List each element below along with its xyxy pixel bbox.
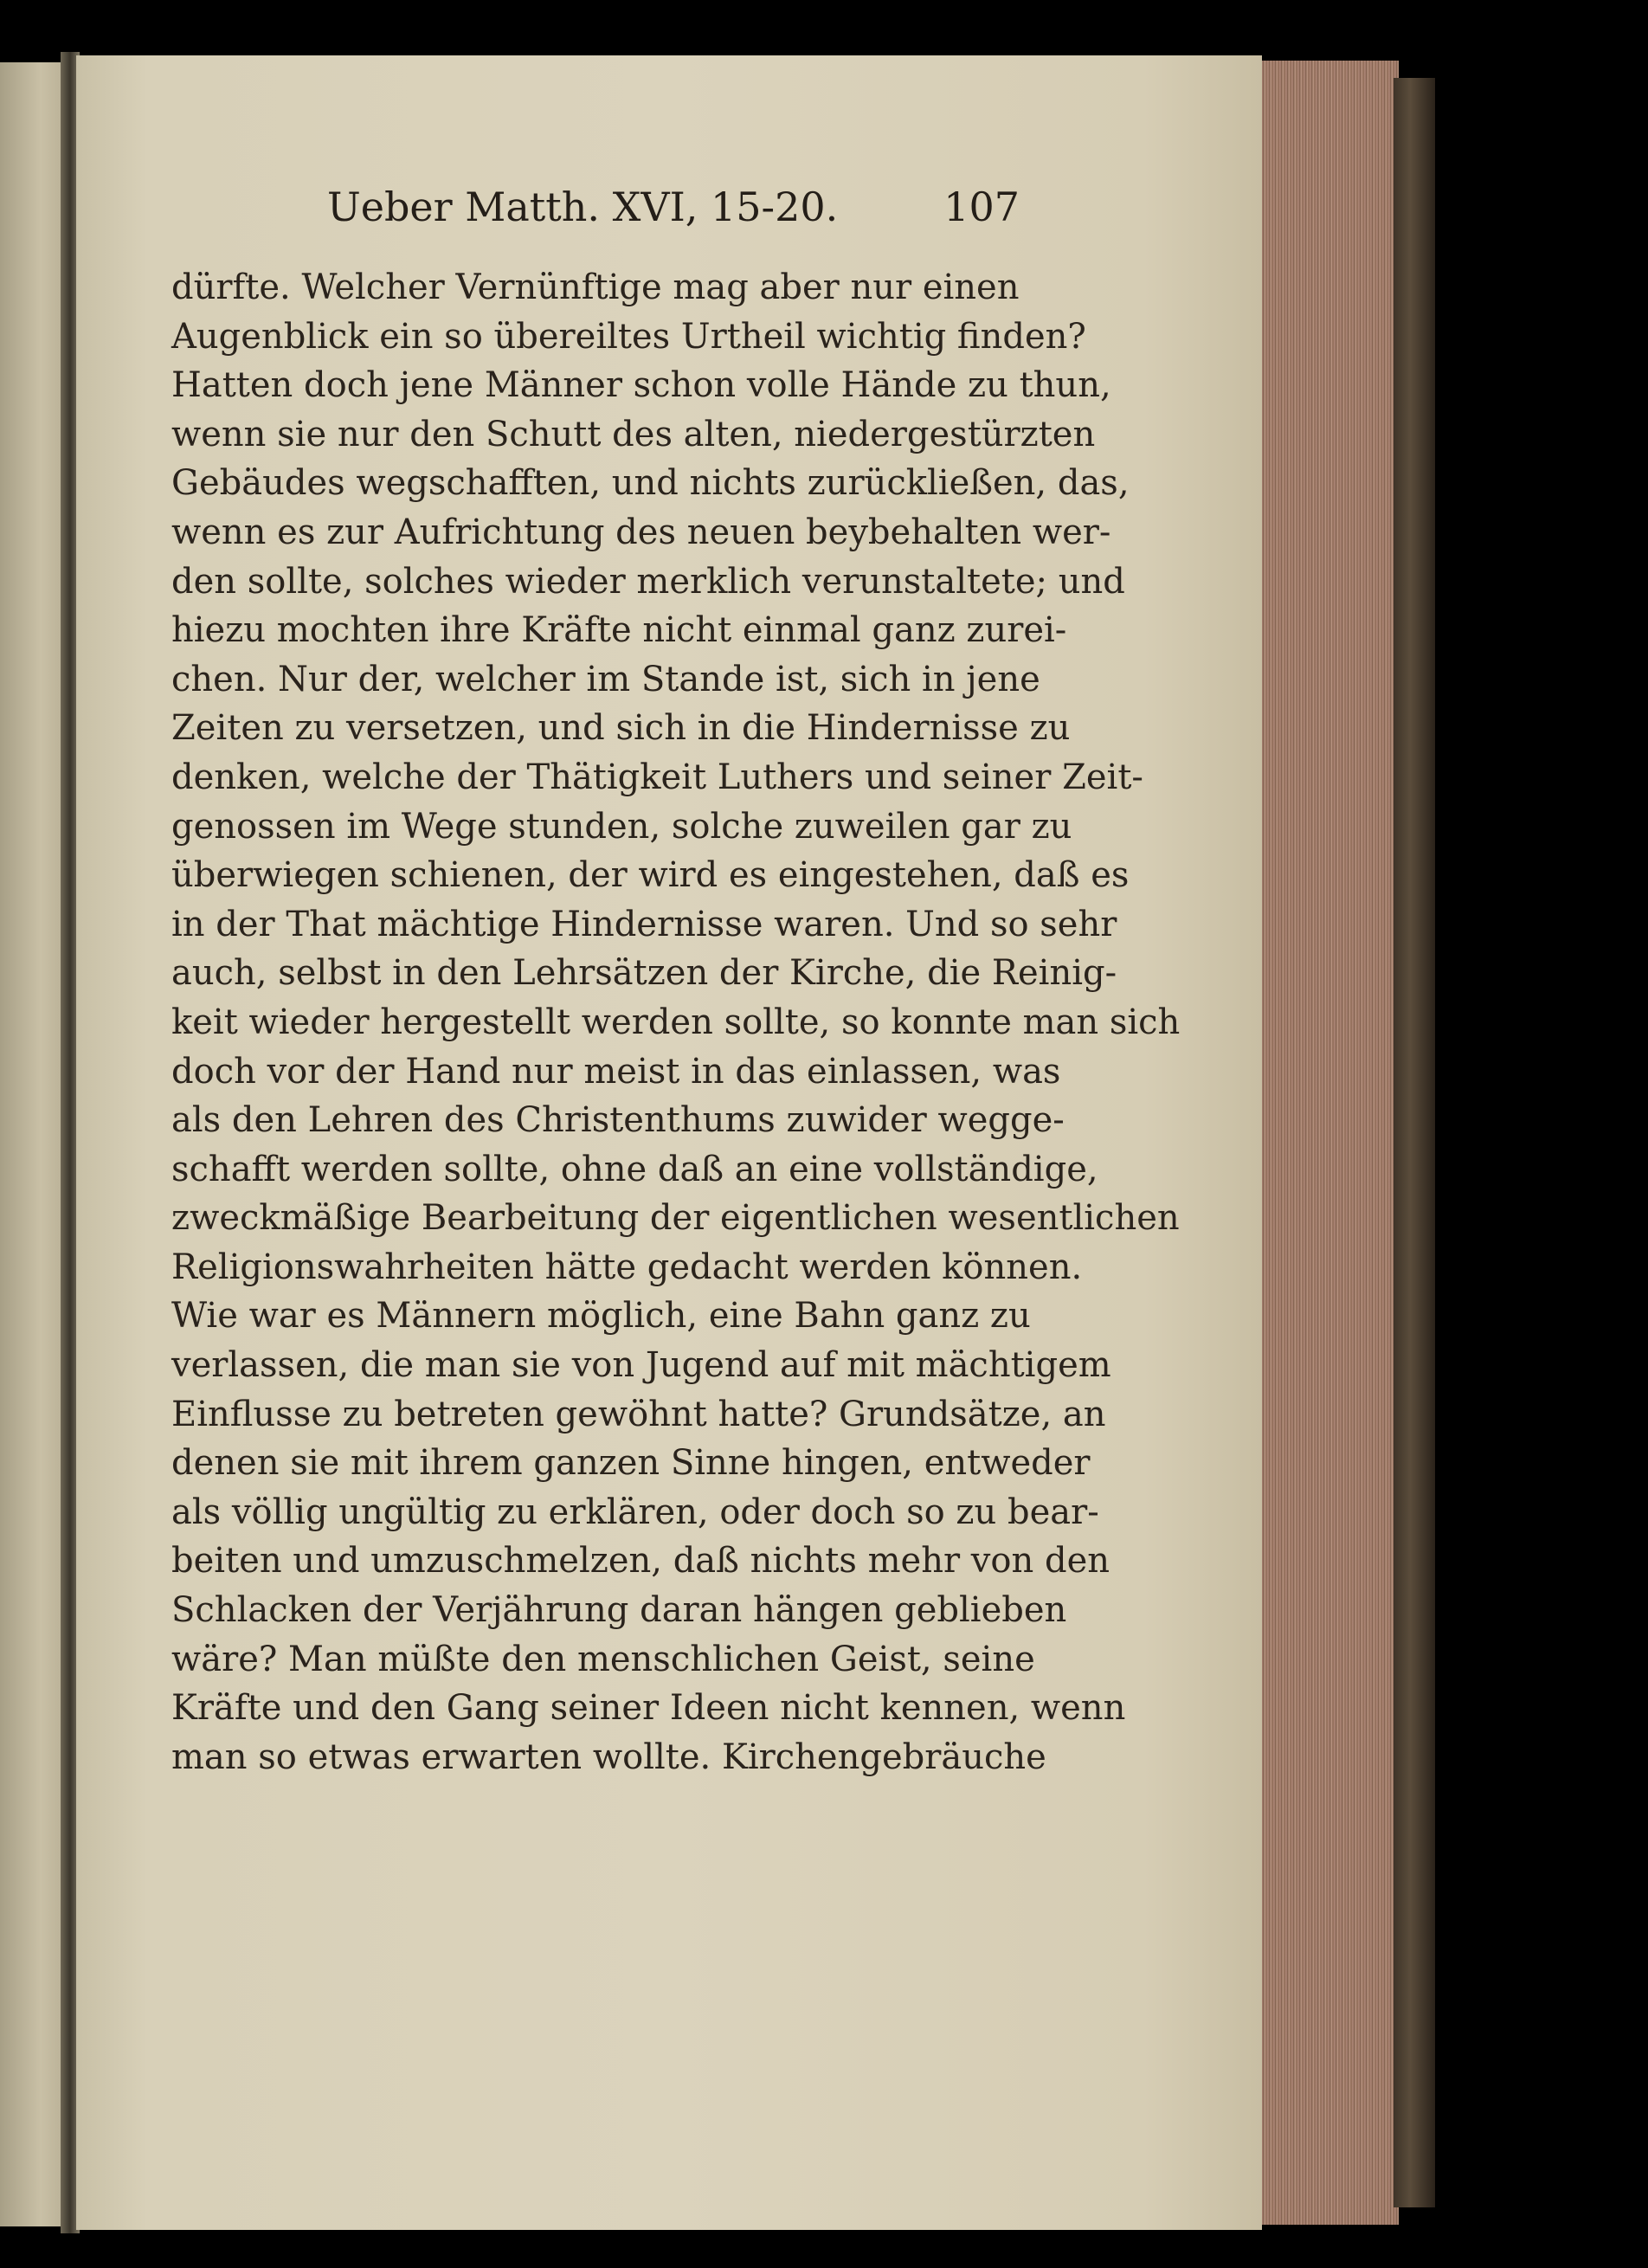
text-line: überwiegen schienen, der wird es eingestehen, daß es <box>171 855 1130 896</box>
text-line: genossen im Wege stunden, solche zuweilen gar zu <box>171 806 1072 847</box>
text-line: man so etwas erwarten wollte. Kirchengebräuche <box>171 1736 1046 1777</box>
text-line: schafft werden sollte, ohne daß an eine vollständige, <box>171 1149 1098 1189</box>
text-line: keit wieder hergestellt werden sollte, so konnte man sich <box>171 1002 1181 1042</box>
text-line: zweckmäßige Bearbeitung der eigentlichen wesentlichen <box>171 1198 1180 1239</box>
text-line: Zeiten zu versetzen, und sich in die Hindernisse zu <box>171 708 1071 749</box>
text-line: chen. Nur der, welcher im Stande ist, sich in jene <box>171 659 1040 699</box>
text-line: wäre? Man müßte den menschlichen Geist, seine <box>171 1639 1035 1679</box>
text-line: Augenblick ein so übereiltes Urtheil wichtig finden? <box>171 316 1086 357</box>
text-line: Religionswahrheiten hätte gedacht werden können. <box>171 1247 1083 1287</box>
body-text <box>171 263 1181 1782</box>
text-line: beiten und umzuschmelzen, daß nichts mehr von den <box>171 1541 1110 1582</box>
text-line: hiezu mochten ihre Kräfte nicht einmal ganz zurei- <box>171 610 1067 651</box>
page-header <box>327 184 1020 235</box>
text-line: als den Lehren des Christenthums zuwider wegge- <box>171 1100 1065 1141</box>
text-line: Einflusse zu betreten gewöhnt hatte? Grundsätze, an <box>171 1394 1106 1434</box>
text-line: doch vor der Hand nur meist in das einlassen, was <box>171 1051 1061 1092</box>
text-line: Schlacken der Verjährung daran hängen geblieben <box>171 1590 1067 1631</box>
text-line: als völlig ungültig zu erklären, oder doch so zu bear- <box>171 1492 1099 1532</box>
text-line: in der That mächtige Hindernisse waren. Und so sehr <box>171 904 1117 944</box>
page-number: 107 <box>943 184 1020 230</box>
text-line: verlassen, die man sie von Jugend auf mit mächtigem <box>171 1345 1111 1386</box>
text-line: dürfte. Welcher Vernünftige mag aber nur einen <box>171 267 1020 307</box>
text-line: Gebäudes wegschafften, und nichts zurückließen, das, <box>171 463 1130 504</box>
text-line: denken, welche der Thätigkeit Luthers und seiner Zeit- <box>171 757 1143 797</box>
text-line: den sollte, solches wieder merklich verunstaltete; und <box>171 561 1125 602</box>
book-cover-edge <box>1394 78 1435 2207</box>
text-line: Kräfte und den Gang seiner Ideen nicht kennen, wenn <box>171 1688 1126 1729</box>
text-line: wenn sie nur den Schutt des alten, niedergestürzten <box>171 414 1096 454</box>
facing-page-edge <box>0 62 68 2226</box>
running-title: Ueber Matth. XVI, 15-20. <box>327 184 839 230</box>
text-line: denen sie mit ihrem ganzen Sinne hingen, entweder <box>171 1443 1091 1484</box>
text-line: Wie war es Männern möglich, eine Bahn ganz zu <box>171 1296 1031 1337</box>
page-fore-edge <box>1260 61 1399 2225</box>
text-line: wenn es zur Aufrichtung des neuen beybehalten wer- <box>171 512 1111 552</box>
text-line: auch, selbst in den Lehrsätzen der Kirche, die Reinig- <box>171 953 1117 994</box>
text-line: Hatten doch jene Männer schon volle Hände zu thun, <box>171 365 1111 406</box>
